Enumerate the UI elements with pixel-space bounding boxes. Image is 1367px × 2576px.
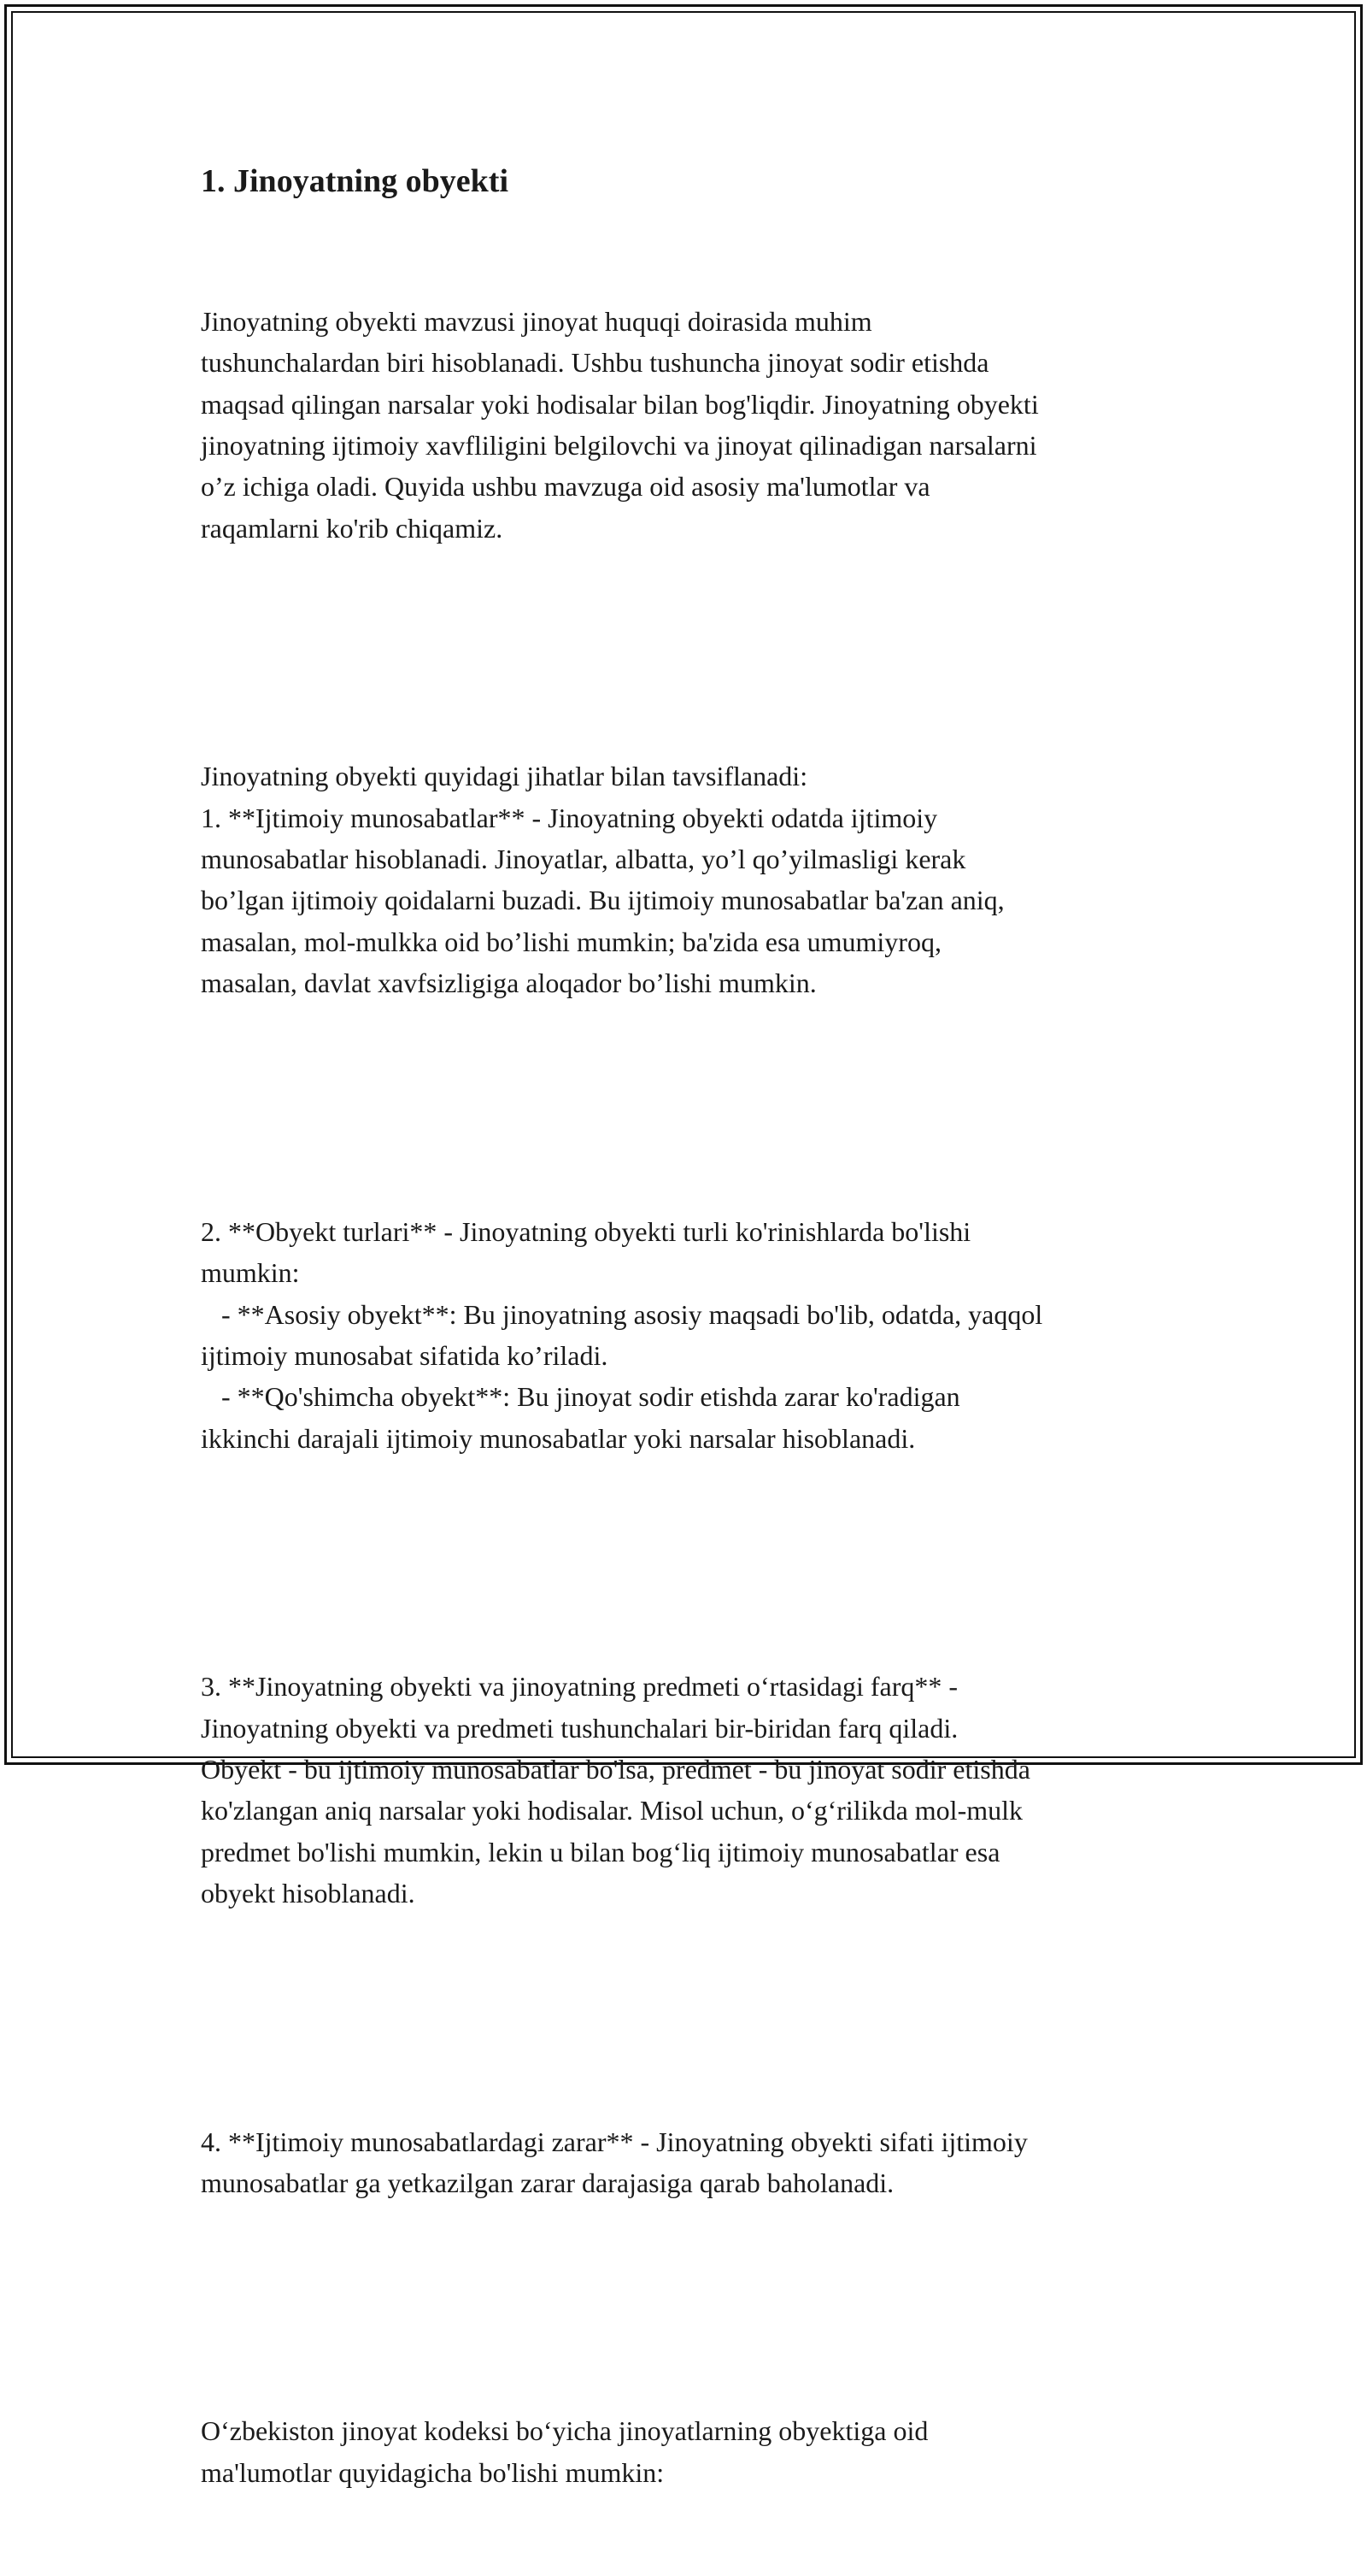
text-line: jinoyatning ijtimoiy xavfliligini belgilovchi va jinoyat qilinadigan narsalarni bbox=[201, 430, 1037, 462]
text-line: obyekt hisoblanadi. bbox=[201, 1878, 415, 1909]
text-line: tushunchalardan biri hisoblanadi. Ushbu tushuncha jinoyat sodir etishda bbox=[201, 347, 989, 379]
text-line: mumkin: bbox=[201, 1257, 300, 1289]
text-line: predmet bo'lishi mumkin, lekin u bilan bog‘liq ijtimoiy munosabatlar esa bbox=[201, 1836, 1000, 1867]
section-2-paragraph bbox=[201, 1128, 1183, 1542]
text-line: Jinoyatning obyekti va predmeti tushunchalari bir-biridan farq qiladi. bbox=[201, 1712, 959, 1744]
text-line: ijtimoiy munosabat sifatida ko’riladi. bbox=[201, 1339, 608, 1371]
text-line: 3. **Jinoyatning obyekti va jinoyatning predmeti o‘rtasidagi farq** - bbox=[201, 1671, 959, 1703]
text-line: - **Asosiy obyekt**: Bu jinoyatning asosiy maqsadi bo'lib, odatda, yaqqol bbox=[201, 1298, 1043, 1330]
text-line: masalan, mol-mulkka oid bo’lishi mumkin; ba'zida esa umumiyroq, bbox=[201, 926, 942, 957]
text-line: 1. **Ijtimoiy munosabatlar** - Jinoyatning obyekti odatda ijtimoiy bbox=[201, 802, 938, 833]
section-3-paragraph bbox=[201, 1583, 1183, 1997]
closing-paragraph bbox=[201, 2328, 1183, 2576]
text-line: o’z ichiga oladi. Quyida ushbu mavzuga oid asosiy ma'lumotlar va bbox=[201, 471, 930, 503]
text-line: maqsad qilingan narsalar yoki hodisalar bilan bog'liqdir. Jinoyatning obyekti bbox=[201, 388, 1039, 420]
text-line: masalan, davlat xavfsizligiga aloqador bo’lishi mumkin. bbox=[201, 967, 817, 999]
text-line: ikkinchi darajali ijtimoiy munosabatlar yoki narsalar hisoblanadi. bbox=[201, 1422, 916, 1454]
text-line: munosabatlar ga yetkazilgan zarar darajasiga qarab baholanadi. bbox=[201, 2167, 895, 2199]
text-line: Obyekt - bu ijtimoiy munosabatlar bo'lsa, predmet - bu jinoyat sodir etishda bbox=[201, 1753, 1030, 1785]
text-line: 4. **Ijtimoiy munosabatlardagi zarar** - Jinoyatning obyekti sifati ijtimoiy bbox=[201, 2126, 1028, 2157]
text-line: munosabatlar hisoblanadi. Jinoyatlar, albatta, yo’l qo’yilmasligi kerak bbox=[201, 844, 966, 875]
section-1-paragraph bbox=[201, 673, 1183, 1086]
text-line: - **Qo'shimcha obyekt**: Bu jinoyat sodir etishda zarar ko'radigan bbox=[201, 1381, 960, 1413]
text-line: O‘zbekiston jinoyat kodeksi bo‘yicha jinoyatlarning obyektiga oid bbox=[201, 2415, 929, 2447]
text-line: ko'zlangan aniq narsalar yoki hodisalar. Misol uchun, o‘g‘rilikda mol-mulk bbox=[201, 1795, 1023, 1826]
section-4-paragraph bbox=[201, 2038, 1183, 2286]
text-line: ma'lumotlar quyidagicha bo'lishi mumkin: bbox=[201, 2456, 665, 2488]
text-line: Jinoyatning obyekti mavzusi jinoyat huquqi doirasida muhim bbox=[201, 305, 872, 337]
text-line: raqamlarni ko'rib chiqamiz. bbox=[201, 512, 503, 544]
document-body bbox=[201, 158, 1183, 2576]
page-title: 1. Jinoyatning obyekti bbox=[201, 163, 509, 199]
text-line: Jinoyatning obyekti quyidagi jihatlar bilan tavsiflanadi: bbox=[201, 761, 808, 792]
intro-paragraph bbox=[201, 218, 1183, 632]
text-line: 2. **Obyekt turlari** - Jinoyatning obyekti turli ko'rinishlarda bo'lishi bbox=[201, 1215, 971, 1247]
text-line: bo’lgan ijtimoiy qoidalarni buzadi. Bu ijtimoiy munosabatlar ba'zan aniq, bbox=[201, 885, 1005, 916]
